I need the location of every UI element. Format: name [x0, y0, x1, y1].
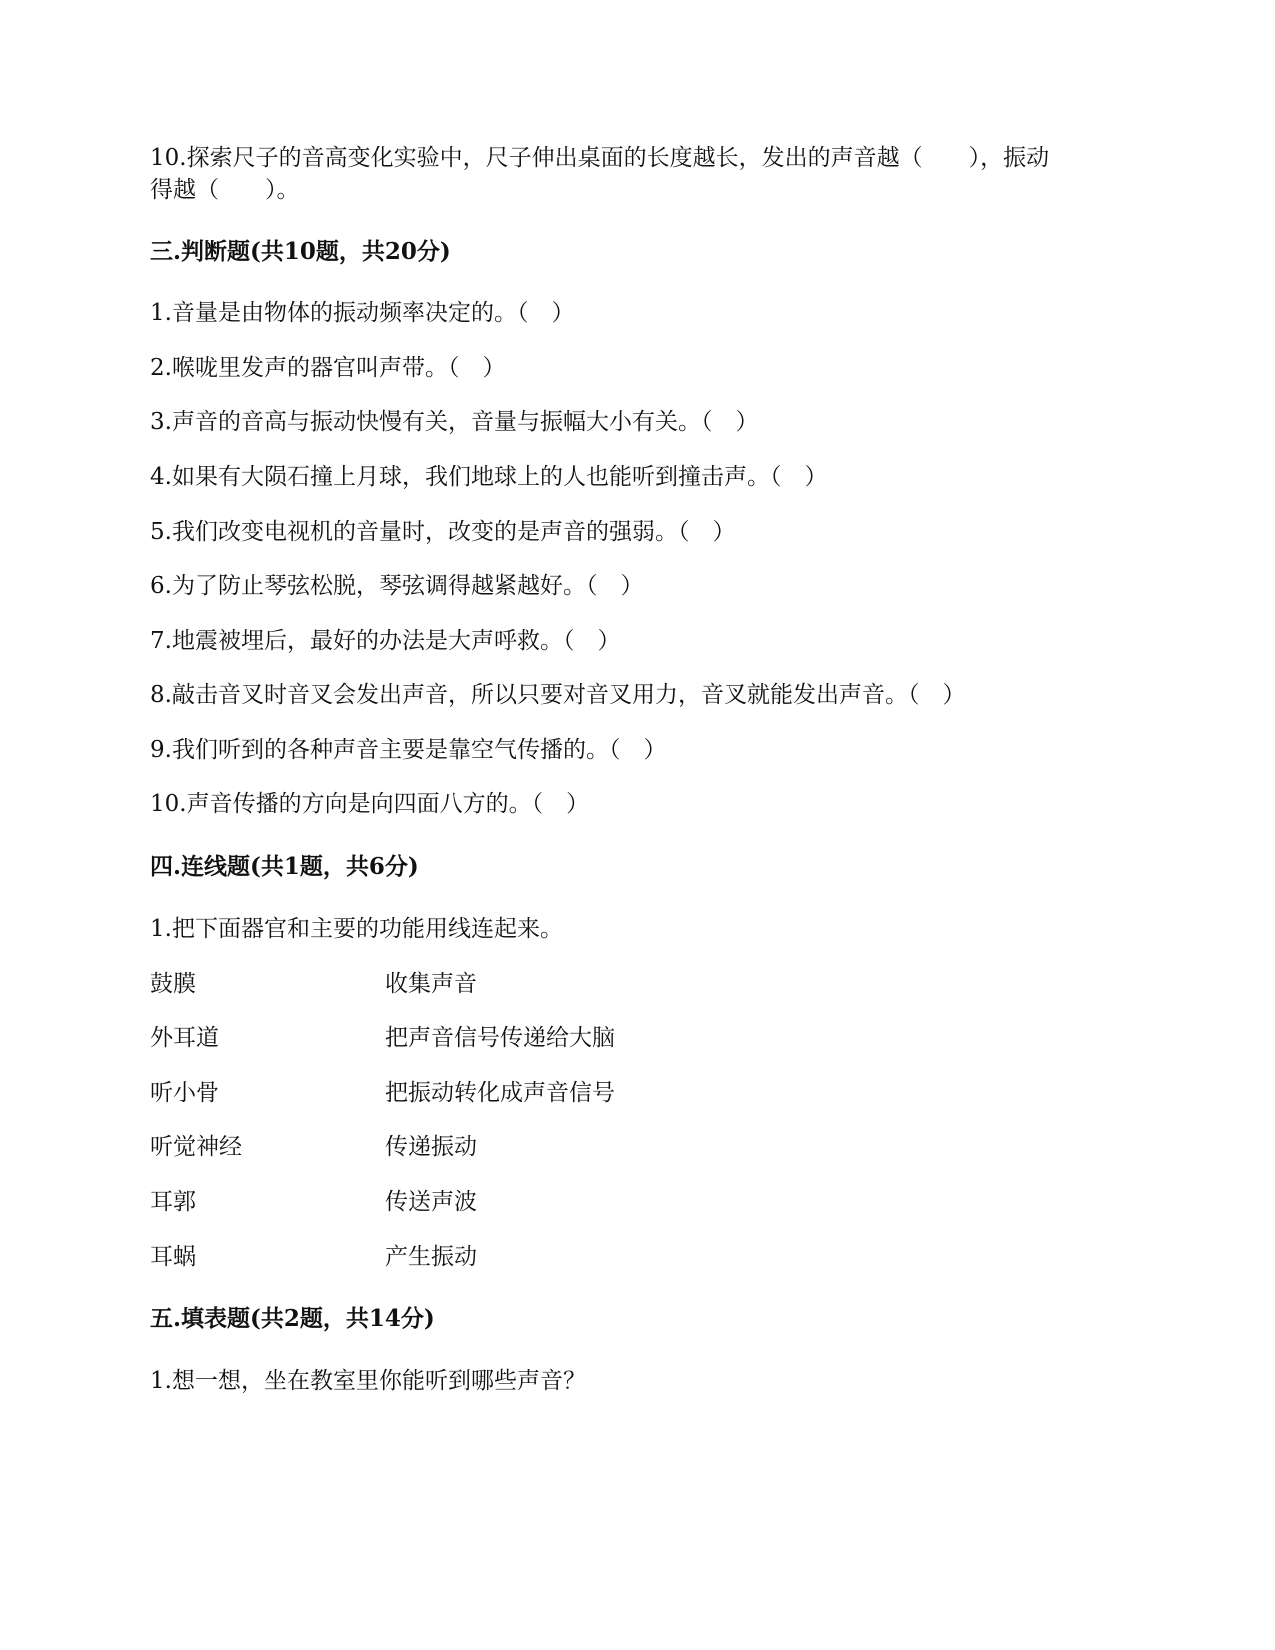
matching-right-3: 把振动转化成声音信号: [385, 1080, 615, 1106]
table-fill-question: 1.想一想，坐在教室里你能听到哪些声音？: [150, 1368, 586, 1394]
matching-right-1: 收集声音: [385, 971, 477, 997]
judgement-item-7: 7.地震被埋后，最好的办法是大声呼救。（ ）: [150, 628, 621, 654]
matching-left-4: 听觉神经: [150, 1134, 242, 1160]
judgement-item-3: 3.声音的音高与振动快慢有关，音量与振幅大小有关。（ ）: [150, 409, 759, 435]
judgement-item-8: 8.敲击音叉时音叉会发出声音，所以只要对音叉用力，音叉就能发出声音。（ ）: [150, 682, 966, 708]
section-heading-table-fill: 五.填表题(共2题，共14分): [150, 1305, 435, 1332]
fill-blank-q10-line1: 10.探索尺子的音高变化实验中，尺子伸出桌面的长度越长，发出的声音越（ ），振动: [150, 145, 1050, 171]
matching-left-3: 听小骨: [150, 1080, 219, 1106]
judgement-item-1: 1.音量是由物体的振动频率决定的。（ ）: [150, 300, 575, 326]
judgement-item-5: 5.我们改变电视机的音量时，改变的是声音的强弱。（ ）: [150, 519, 736, 545]
judgement-item-4: 4.如果有大陨石撞上月球，我们地球上的人也能听到撞击声。（ ）: [150, 464, 828, 490]
matching-right-2: 把声音信号传递给大脑: [385, 1025, 615, 1051]
matching-left-6: 耳蜗: [150, 1244, 196, 1270]
judgement-item-6: 6.为了防止琴弦松脱，琴弦调得越紧越好。（ ）: [150, 573, 644, 599]
section-heading-judgement: 三.判断题(共10题，共20分): [150, 238, 451, 265]
matching-left-2: 外耳道: [150, 1025, 219, 1051]
matching-right-6: 产生振动: [385, 1244, 477, 1270]
fill-blank-q10-line2: 得越（ ）。: [150, 177, 300, 203]
matching-right-5: 传送声波: [385, 1189, 477, 1215]
matching-right-4: 传递振动: [385, 1134, 477, 1160]
matching-left-1: 鼓膜: [150, 971, 196, 997]
judgement-item-9: 9.我们听到的各种声音主要是靠空气传播的。（ ）: [150, 737, 667, 763]
section-heading-matching: 四.连线题(共1题，共6分): [150, 853, 419, 880]
judgement-item-10: 10.声音传播的方向是向四面八方的。（ ）: [150, 791, 590, 817]
matching-left-5: 耳郭: [150, 1189, 196, 1215]
judgement-item-2: 2.喉咙里发声的器官叫声带。（ ）: [150, 355, 506, 381]
matching-question: 1.把下面器官和主要的功能用线连起来。: [150, 916, 563, 942]
